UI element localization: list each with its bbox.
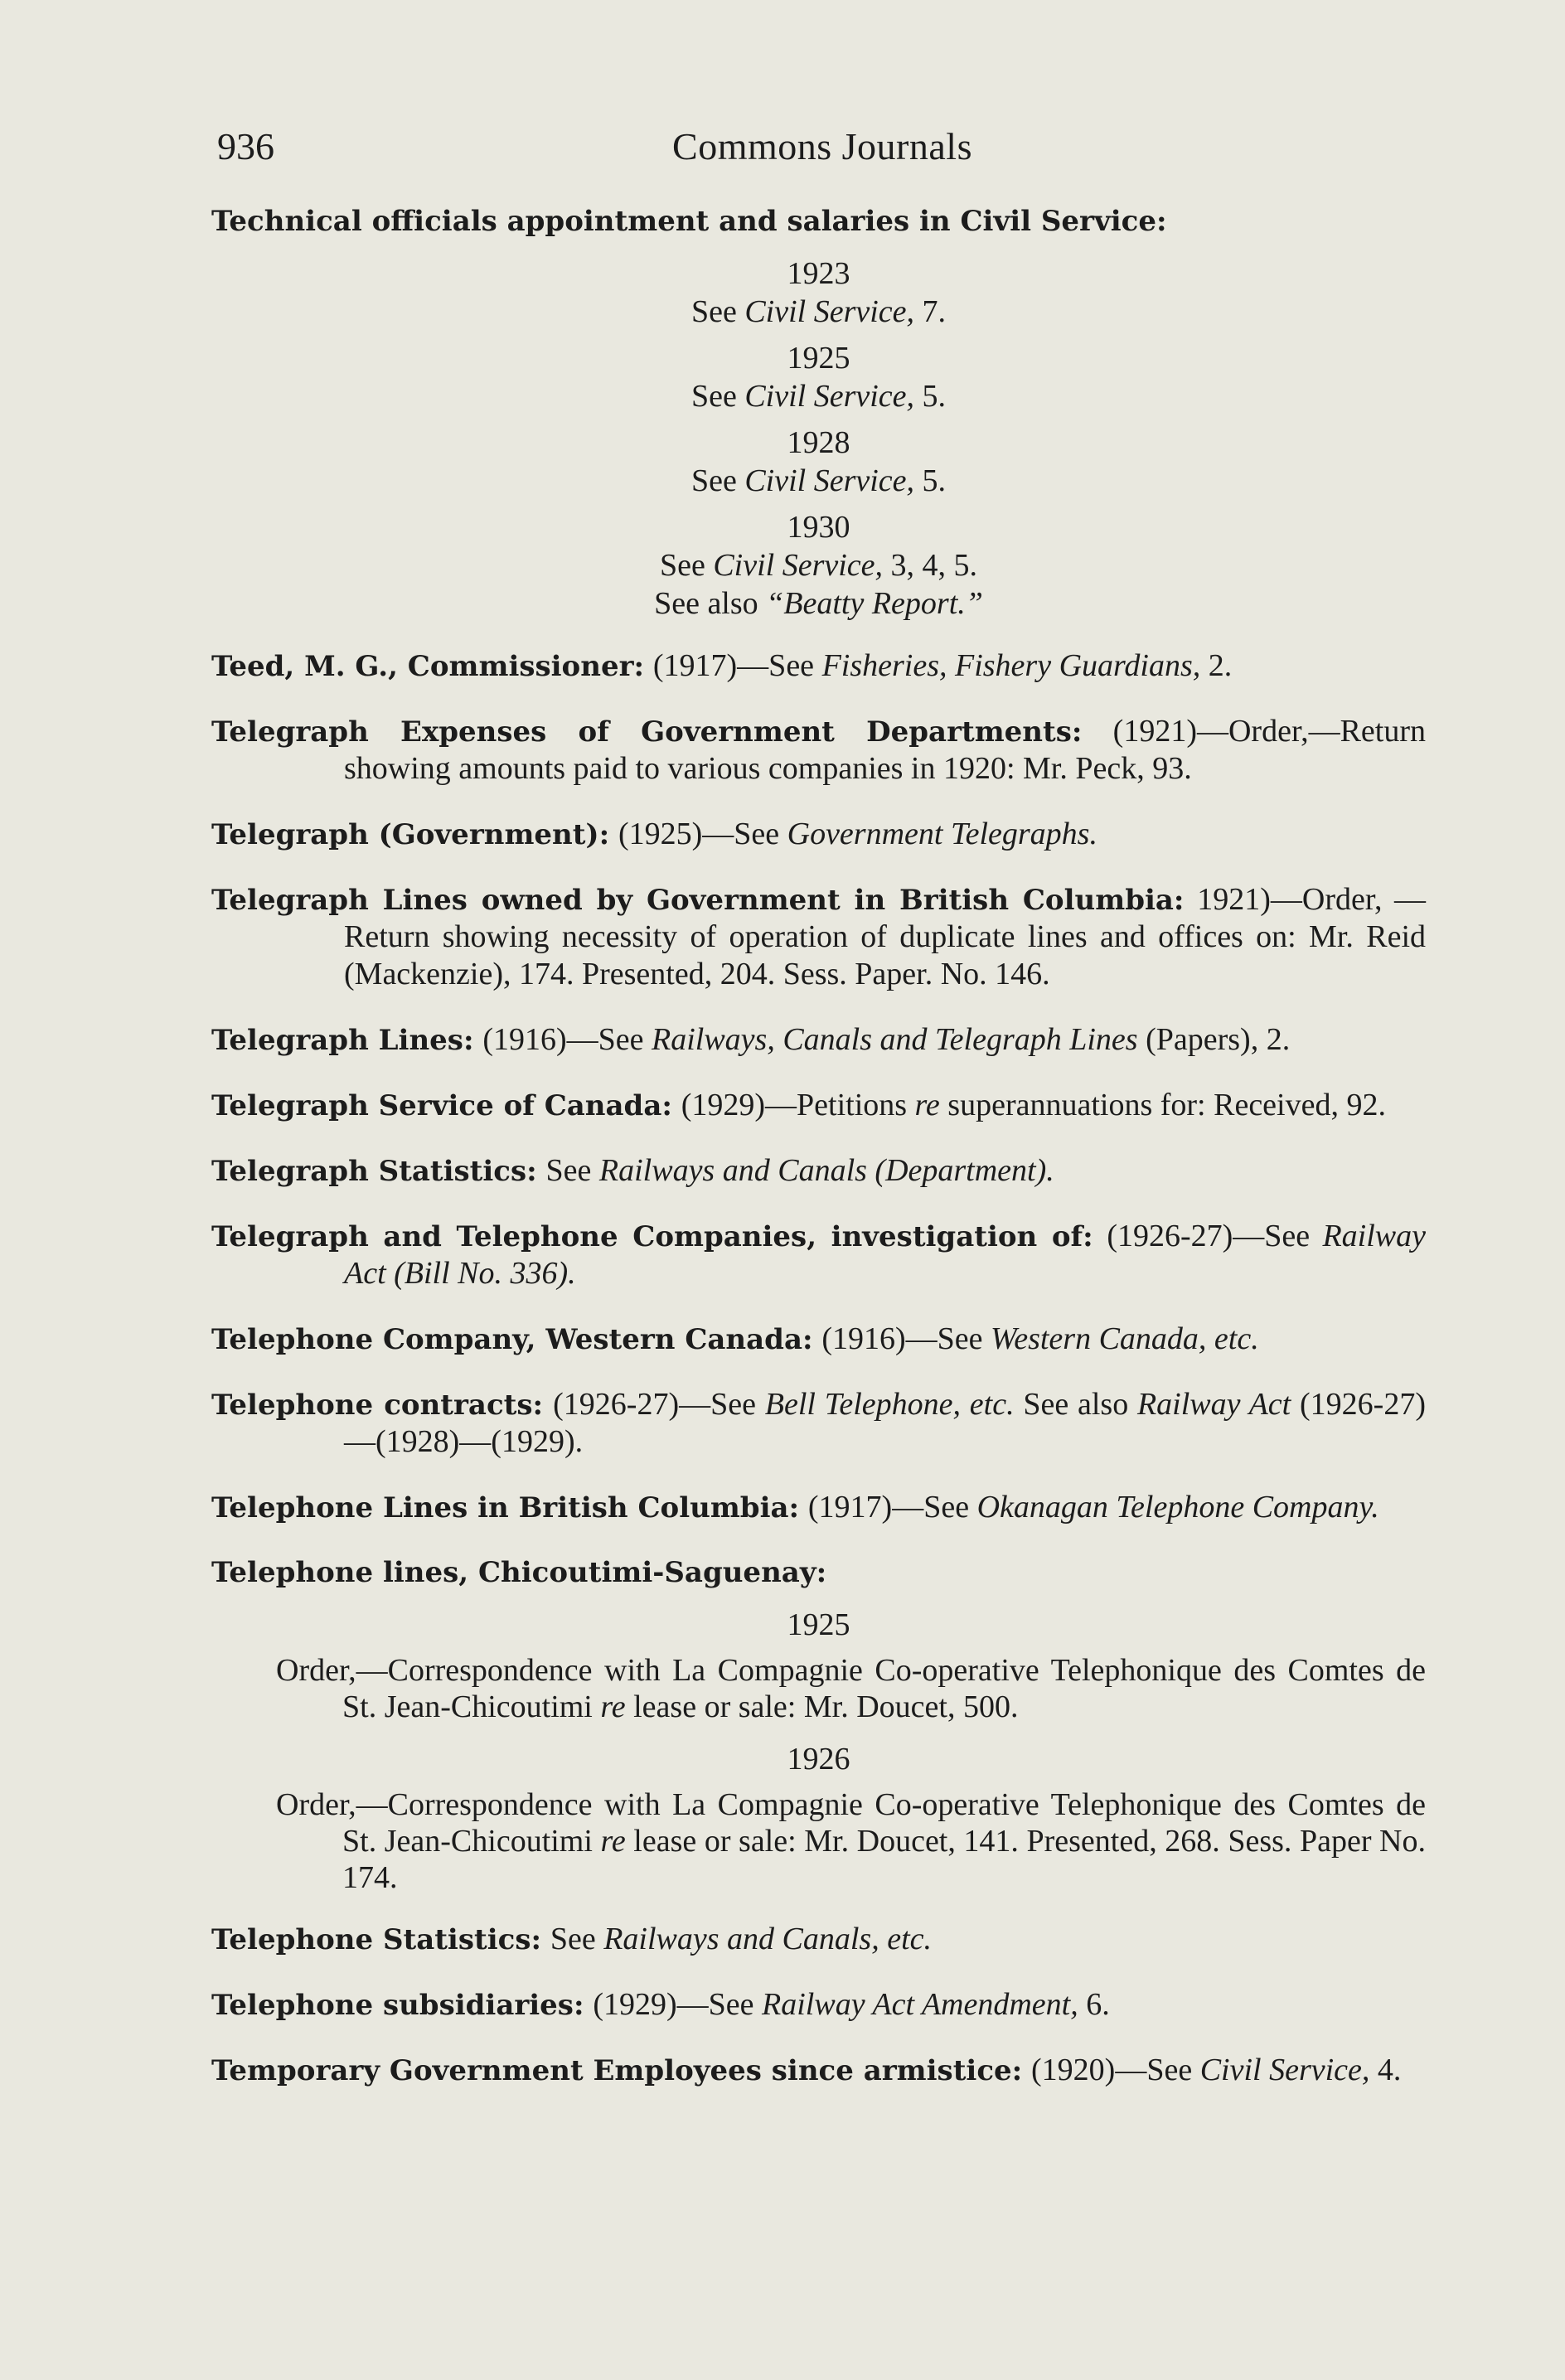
entry-reference: (1916)—See Western Canada, etc. — [821, 1321, 1259, 1356]
entry-reference: (1920)—See Civil Service, 4. — [1031, 2053, 1402, 2087]
index-entry — [211, 1986, 1426, 2024]
entry-reference: (1921)—Order,—Return showing amounts paid to various companies in 1920: Mr. Peck, 93. — [344, 714, 1426, 786]
order-text: Order,—Correspondence with La Compagnie Co-operative Telephonique des Comtes de St. Jean-Chicoutimi re lease or sale: Mr. Doucet, 500. — [276, 1653, 1426, 1724]
index-entry — [211, 647, 1426, 685]
order-text: Order,—Correspondence with La Compagnie Co-operative Telephonique des Comtes de St. Jean-Chicoutimi re lease or sale: Mr. Doucet, 141. Presented, 268. Sess. Paper No. 174. — [276, 1787, 1426, 1895]
sub-entries — [211, 254, 1426, 623]
entry-heading: Teed, M. G., Commissioner: — [211, 650, 645, 683]
index-entry — [211, 816, 1426, 853]
order-year: 1926 — [787, 1742, 850, 1777]
sub-entry-year: 1930 — [787, 510, 850, 545]
sub-entry-reference: See Civil Service, 5. — [690, 463, 947, 498]
entry-heading: Telegraph Lines owned by Government in British Columbia: — [211, 884, 1185, 917]
entry-reference: (1926-27)—See Railway Act (Bill No. 336). — [344, 1219, 1426, 1291]
entry-heading: Telephone lines, Chicoutimi-Saguenay: — [211, 1556, 827, 1589]
index-entry — [211, 1489, 1426, 1526]
index-entry — [211, 1321, 1426, 1358]
order-year: 1925 — [787, 1607, 850, 1642]
sub-entry-reference: See Civil Service, 7. — [690, 294, 947, 329]
entry-reference: (1916)—See Railways, Canals and Telegraph Lines (Papers), 2. — [482, 1022, 1291, 1057]
page-header — [217, 124, 1427, 182]
running-title: Commons Journals — [672, 125, 972, 167]
index-entry — [211, 881, 1426, 993]
sub-entry-reference: See Civil Service, 5. — [690, 379, 947, 414]
index-entry — [211, 2052, 1426, 2089]
entry-reference: 1921)—Order, —Return showing necessity of operation of duplicate lines and offices on: Mr. Reid (Mackenzie), 174. Presented, 204. Sess. Paper. No. 146. — [344, 882, 1427, 991]
entry-heading: Telephone Lines in British Columbia: — [211, 1491, 800, 1524]
entry-heading: Telegraph and Telephone Companies, investigation of: — [211, 1220, 1093, 1253]
entry-heading: Telegraph Expenses of Government Departments: — [211, 715, 1083, 749]
entry-reference: (1926-27)—See Bell Telephone, etc. See also Railway Act (1926-27)—(1928)—(1929). — [344, 1387, 1426, 1459]
entry-heading: Temporary Government Employees since armistice: — [211, 2054, 1023, 2087]
entry-heading: Telephone contracts: — [211, 1389, 544, 1422]
index-entry-group — [211, 203, 1426, 623]
entry-reference: (1917)—See Okanagan Telephone Company. — [807, 1490, 1379, 1524]
entry-reference: (1929)—Petitions re superannuations for: Received, 92. — [681, 1088, 1386, 1122]
entry-heading: Technical officials appointment and salaries in Civil Service: — [211, 205, 1167, 238]
entry-reference: See Railways and Canals, etc. — [550, 1922, 933, 1956]
sub-entry-year: 1928 — [787, 425, 850, 460]
sub-entry-reference: See Civil Service, 3, 4, 5. — [659, 548, 978, 583]
entry-heading: Telegraph Service of Canada: — [211, 1089, 672, 1122]
index-entry — [211, 1218, 1426, 1292]
sub-entry-year: 1923 — [787, 256, 850, 291]
entry-reference: (1925)—See Government Telegraphs. — [618, 817, 1097, 851]
page-number: 936 — [217, 125, 274, 167]
entry-heading: Telephone Statistics: — [211, 1923, 542, 1956]
index-entry — [211, 1152, 1426, 1190]
entry-heading: Telephone subsidiaries: — [211, 1989, 584, 2022]
index-entry — [211, 1021, 1426, 1059]
entry-reference: See Railways and Canals (Department). — [545, 1153, 1054, 1188]
index-entry — [211, 1386, 1426, 1461]
index-entries — [211, 203, 1426, 2117]
index-entry — [211, 713, 1426, 788]
index-entry — [211, 1921, 1426, 1958]
index-entry-group — [211, 1554, 1426, 1896]
index-entry — [211, 1087, 1426, 1124]
entry-heading: Telephone Company, Western Canada: — [211, 1323, 813, 1356]
sub-entry-reference: See also “Beatty Report.” — [654, 586, 983, 621]
entry-heading: Telegraph Statistics: — [211, 1155, 537, 1188]
entry-heading: Telegraph Lines: — [211, 1024, 474, 1057]
entry-reference: (1929)—See Railway Act Amendment, 6. — [593, 1987, 1110, 2022]
sub-entry-year: 1925 — [787, 341, 850, 376]
entry-reference: (1917)—See Fisheries, Fishery Guardians, 2. — [652, 648, 1233, 683]
entry-heading: Telegraph (Government): — [211, 818, 610, 851]
